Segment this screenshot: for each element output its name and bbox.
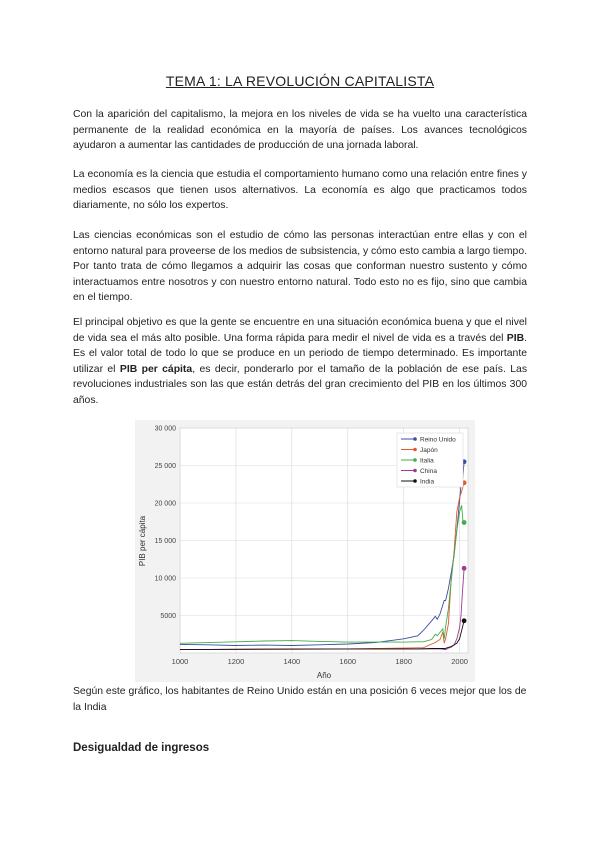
x-tick-label: 1800 <box>395 657 413 666</box>
paragraph-economic-sciences: Las ciencias económicas son el estudio de cómo las personas interactúan entre ellas y con el entorno natural para proveerse de los medios de subsistencia, y cómo esto cambia a largo tiempo. Por tanto trata de cómo llegamos a adquirir las cosas que conforman nuestro sustento y cómo interactuamos entre nosotros y con nuestro entorno natural. Todo esto no es fijo, sino que cambia en el tiempo. <box>73 230 527 304</box>
paragraph-capitalism: Con la aparición del capitalismo, la mejora en los niveles de vida se ha vuelto una característica permanente de la realidad económica en la mayoría de países. Los avances tecnológicos ayudaron a aumentar las cantidades de producción de una jornada laboral. <box>73 109 527 152</box>
series-endpoint-italia <box>462 520 467 525</box>
paragraph-economy-definition: La economía es la ciencia que estudia el comportamiento humano como una relación entre fines y medios escasos que tienen usos alternativos. La economía es algo que practicamos todos diariamente, no sólo los expertos. <box>73 169 527 212</box>
series-endpoint-india <box>462 618 467 623</box>
y-tick-label: 10 000 <box>154 575 176 583</box>
legend-label-india: India <box>420 478 435 486</box>
legend-marker-italia <box>413 458 417 462</box>
x-tick-label: 1000 <box>171 657 189 666</box>
x-tick-label: 2000 <box>451 657 468 666</box>
paragraph-pib <box>73 315 527 409</box>
y-tick-label: 20 000 <box>154 500 176 508</box>
chart-caption: Según este gráfico, los habitantes de Reino Unido están en una posición 6 veces mejor que los de la India <box>73 686 527 713</box>
legend-label-japón: Japón <box>420 447 438 454</box>
legend-label-china: China <box>420 468 437 475</box>
series-endpoint-china <box>462 566 467 571</box>
legend-marker-india <box>413 479 417 483</box>
x-axis-label: Año <box>316 671 332 680</box>
legend-marker-china <box>413 469 417 473</box>
pib-term: PIB <box>506 332 525 344</box>
legend-label-italia: Italia <box>420 457 434 465</box>
legend-label-reino-unido: Reino Unido <box>420 436 456 444</box>
y-tick-label: 25 000 <box>154 463 176 470</box>
pib-text-2: . Es el valor total de todo lo que se produce en un periodo de tiempo determinado. Es importante utilizar el <box>73 332 527 375</box>
x-tick-label: 1200 <box>227 657 245 666</box>
y-tick-label: 5000 <box>160 613 176 620</box>
legend-marker-reino-unido <box>413 437 417 441</box>
y-axis-label: PIB per cápita <box>138 515 147 567</box>
x-tick-label: 1400 <box>283 657 301 666</box>
page-title: TEMA 1: LA REVOLUCIÓN CAPITALISTA <box>165 73 435 89</box>
x-tick-label: 1600 <box>339 657 357 666</box>
section-heading: Desigualdad de ingresos <box>73 742 210 754</box>
pib-per-capita-term: PIB per cápita <box>119 363 193 375</box>
gdp-chart <box>135 420 475 682</box>
legend-marker-japón <box>413 448 417 452</box>
pib-text-3: , es decir, ponderarlo por el tamaño de la población de ese país. Las revoluciones industriales son las que están detrás del gran crecimiento del PIB en los últimos 300 años. <box>73 363 528 406</box>
y-tick-label: 30 000 <box>154 425 176 433</box>
gdp-chart-svg <box>135 420 475 682</box>
y-tick-label: 15 000 <box>154 538 176 545</box>
pib-text-1: El principal objetivo es que la gente se encuentre en una situación económica buena y que el nivel de vida sea el más alto posible. Una forma rápida para medir el nivel de vida es a través del <box>73 317 527 344</box>
chart-legend <box>397 433 463 487</box>
